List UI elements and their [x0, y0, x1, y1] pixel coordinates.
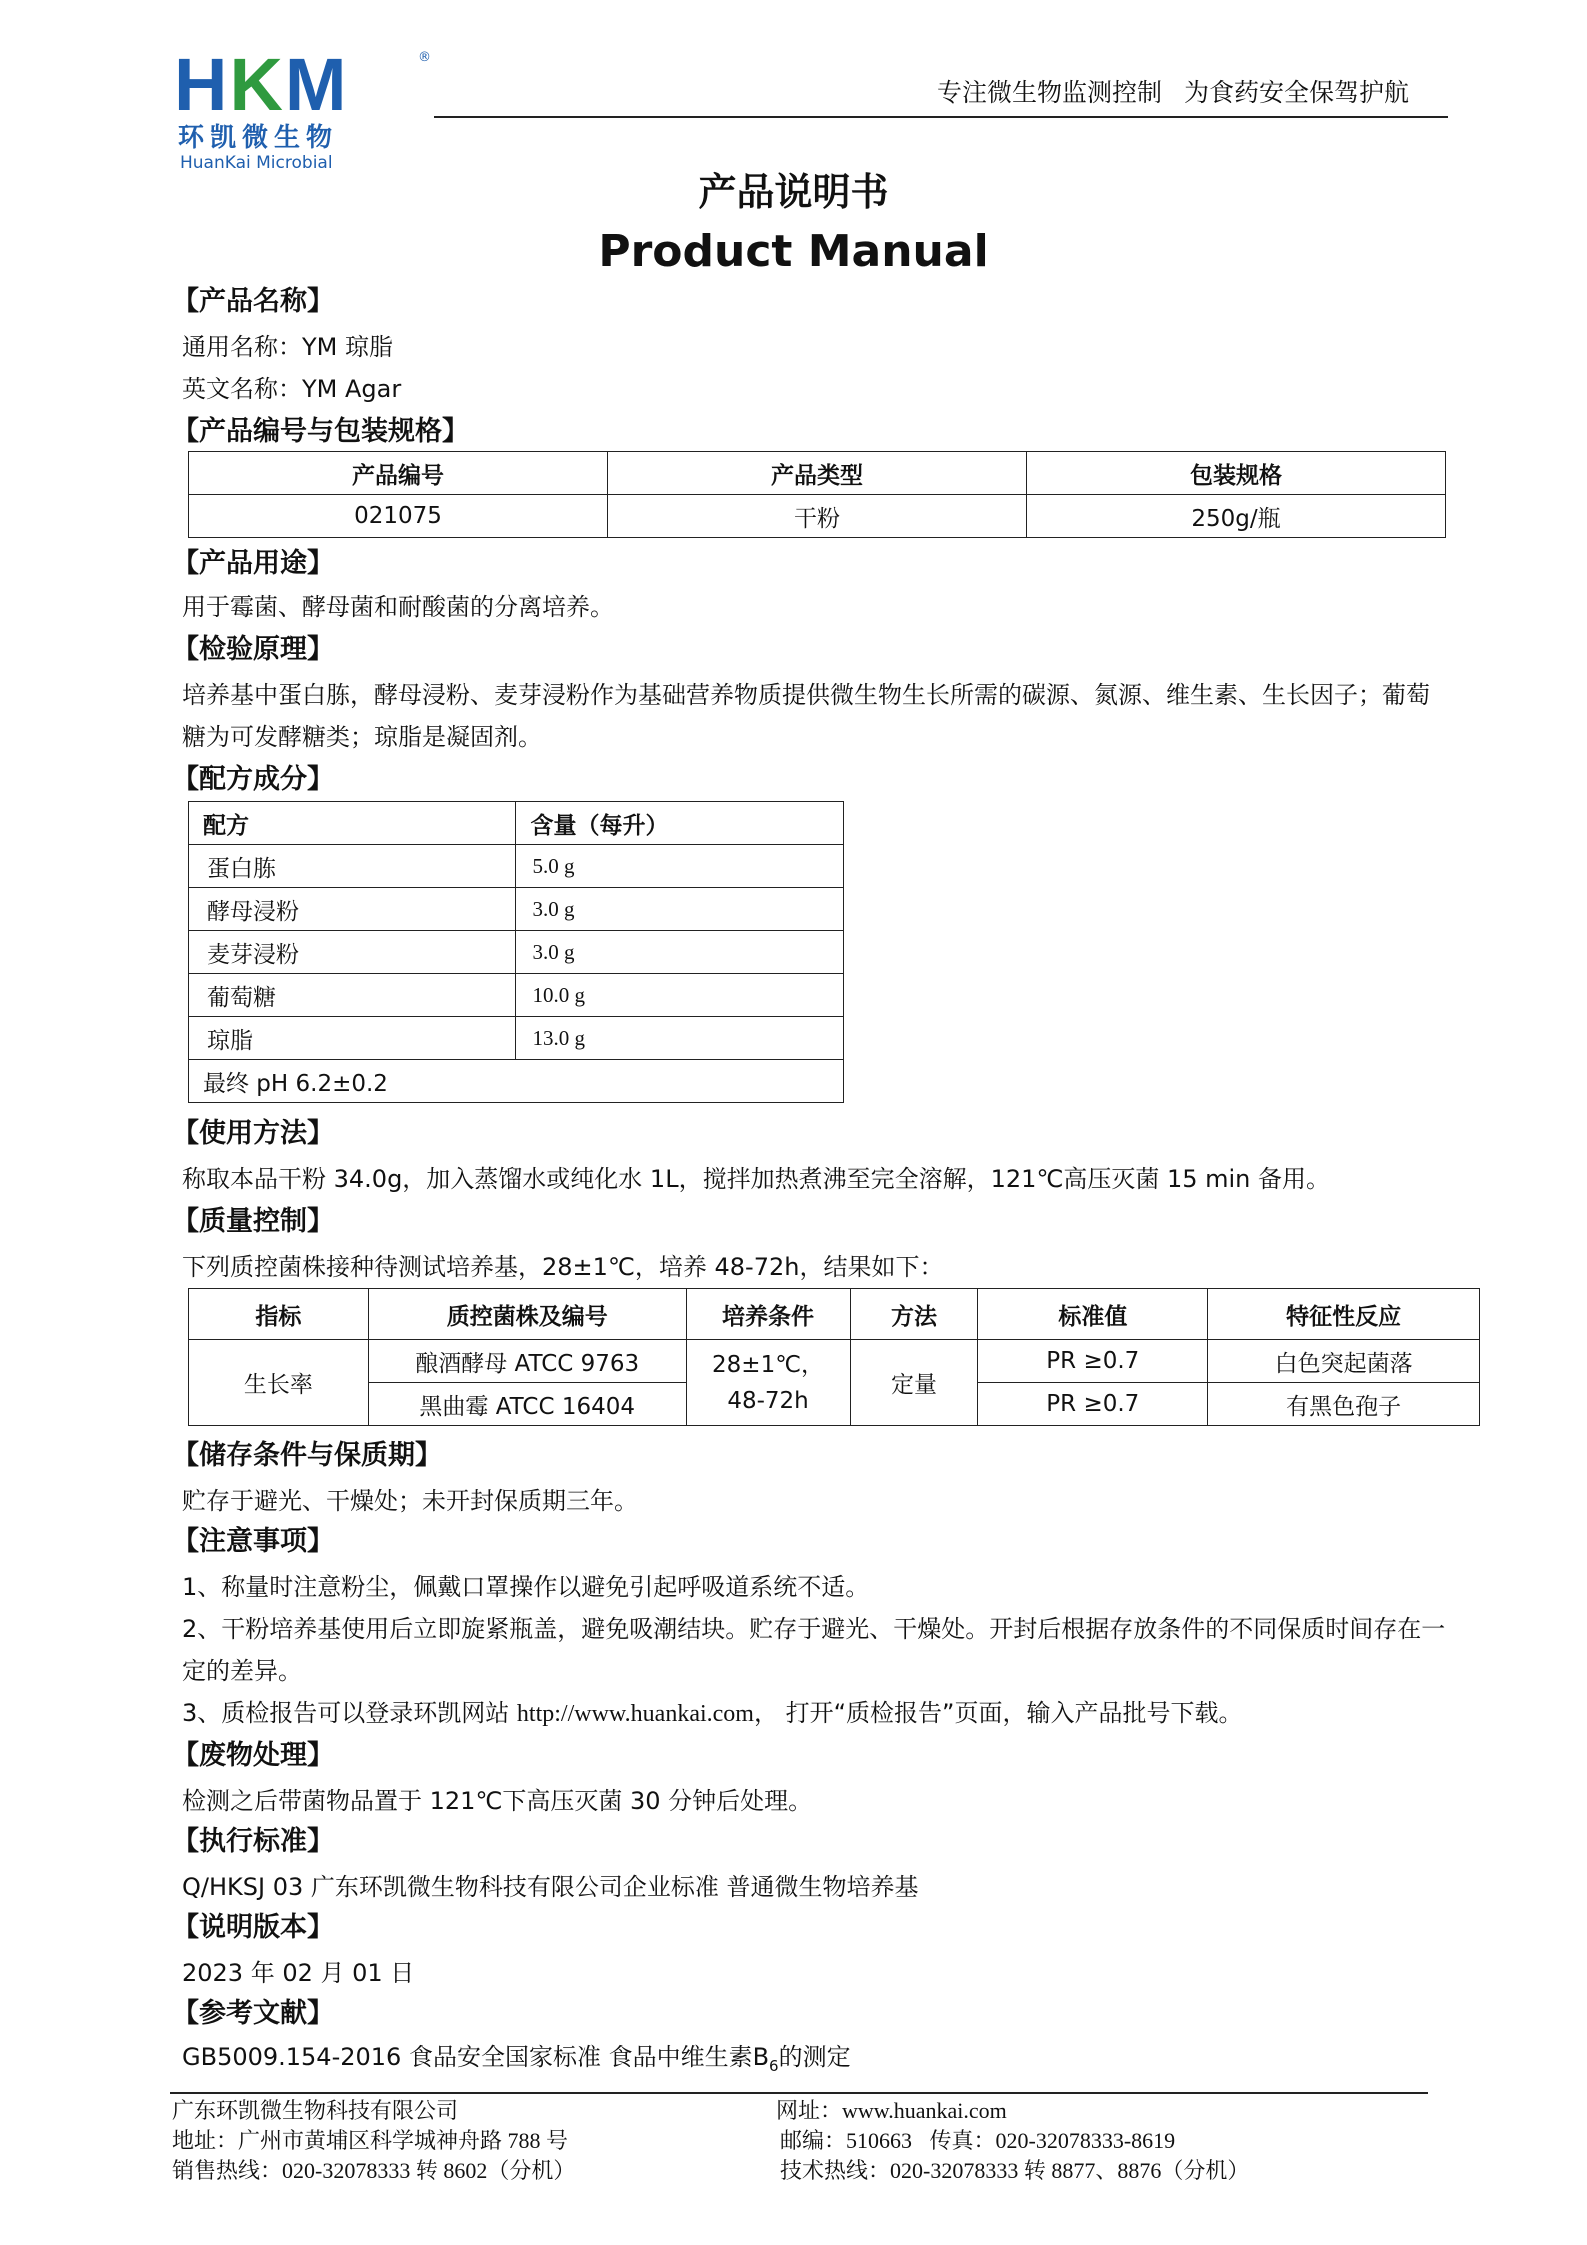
- formula-ingredient: 蛋白胨: [189, 845, 516, 888]
- logo-letters: HKM: [174, 43, 349, 126]
- formula-ingredient: 酵母浸粉: [189, 888, 516, 931]
- formula-row: [189, 974, 844, 1017]
- formula-header-cell: 配方: [189, 802, 516, 845]
- logo-english-name: HuanKai Microbial: [180, 153, 333, 173]
- common-name-label: 通用名称：: [182, 333, 302, 361]
- method-text: 称取本品干粉 34.0g，加入蒸馏水或纯化水 1L，搅拌加热煮沸至完全溶解，121℃高压灭菌 15 min 备用。: [182, 1165, 1331, 1193]
- company-logo: [174, 43, 434, 173]
- version-text: 2023 年 02 月 01 日: [182, 1959, 415, 1987]
- qc-header-cell: 质控菌株及编号: [368, 1289, 686, 1340]
- qc-header-cell: 标准值: [978, 1289, 1208, 1340]
- spec-table: [188, 451, 1446, 538]
- qc-strain: 黑曲霉 ATCC 16404: [368, 1383, 686, 1426]
- formula-amount: 3.0 g: [516, 888, 844, 931]
- qc-standard: PR ≥0.7: [978, 1340, 1208, 1383]
- formula-amount: 10.0 g: [516, 974, 844, 1017]
- principle-line-2: 糖为可发酵糖类；琼脂是凝固剂。: [182, 723, 542, 751]
- principle-line-1: 培养基中蛋白胨，酵母浸粉、麦芽浸粉作为基础营养物质提供微生物生长所需的碳源、氮源、维生素、生长因子；葡萄: [182, 681, 1430, 709]
- qc-row: [189, 1340, 1480, 1383]
- reference-text-end: 的测定: [778, 2043, 851, 2071]
- logo-chinese-name: 环凯微生物: [178, 123, 339, 153]
- qc-standard: PR ≥0.7: [978, 1383, 1208, 1426]
- spec-cell: 021075: [189, 495, 608, 538]
- formula-amount: 5.0 g: [516, 845, 844, 888]
- heading-principle: 【检验原理】: [172, 634, 334, 665]
- common-name: [182, 330, 393, 364]
- heading-storage: 【储存条件与保质期】: [172, 1440, 442, 1471]
- heading-product-use: 【产品用途】: [172, 548, 334, 579]
- spec-cell: 干粉: [608, 495, 1027, 538]
- heading-notes: 【注意事项】: [172, 1526, 334, 1557]
- english-name-value: YM Agar: [302, 375, 402, 403]
- heading-standard: 【执行标准】: [172, 1826, 334, 1857]
- footer-divider: [170, 2092, 1428, 2094]
- website-link[interactable]: http://www.huankai.com: [516, 1701, 754, 1727]
- reference-text: [182, 2040, 1452, 2083]
- footer-sales-hotline: 销售热线：020-32078333 转 8602（分机）: [172, 2158, 576, 2183]
- note-item-2-line-2: 定的差异。: [182, 1657, 302, 1685]
- heading-waste: 【废物处理】: [172, 1740, 334, 1771]
- formula-ingredient: 葡萄糖: [189, 974, 516, 1017]
- note-item-1: 1、称量时注意粉尘，佩戴口罩操作以避免引起呼吸道系统不适。: [182, 1573, 870, 1601]
- qc-method: 定量: [850, 1340, 978, 1426]
- english-name-label: 英文名称：: [182, 375, 302, 403]
- header-divider: [434, 116, 1448, 118]
- qc-condition-line-2: 48-72h: [727, 1387, 809, 1414]
- formula-header-cell: 含量（每升）: [516, 802, 844, 845]
- spec-header-cell: 包装规格: [1027, 452, 1446, 495]
- formula-row: [189, 1017, 844, 1060]
- formula-amount: 13.0 g: [516, 1017, 844, 1060]
- spec-header-cell: 产品编号: [189, 452, 608, 495]
- heading-reference: 【参考文献】: [172, 1998, 334, 2029]
- formula-row: [189, 888, 844, 931]
- note-item-3-suffix: ， 打开“质检报告”页面，输入产品批号下载。: [753, 1699, 1243, 1727]
- qc-header-row: [189, 1289, 1480, 1340]
- formula-amount: 3.0 g: [516, 931, 844, 974]
- standard-text: Q/HKSJ 03 广东环凯微生物科技有限公司企业标准 普通微生物培养基: [182, 1873, 919, 1901]
- heading-version: 【说明版本】: [172, 1912, 334, 1943]
- spec-row: [189, 495, 1446, 538]
- heading-product-name: 【产品名称】: [172, 286, 334, 317]
- qc-reaction: 有黑色孢子: [1208, 1383, 1480, 1426]
- footer-address: 地址：广州市黄埔区科学城神舟路 788 号: [172, 2128, 569, 2153]
- spec-cell: 250g/瓶: [1027, 495, 1446, 538]
- heading-formula: 【配方成分】: [172, 764, 334, 795]
- spec-header-cell: 产品类型: [608, 452, 1027, 495]
- qc-intro: 下列质控菌株接种待测试培养基，28±1℃，培养 48-72h，结果如下：: [182, 1253, 944, 1281]
- qc-header-cell: 培养条件: [686, 1289, 850, 1340]
- qc-table: [188, 1288, 1480, 1426]
- heading-quality-control: 【质量控制】: [172, 1206, 334, 1237]
- title-chinese: 产品说明书: [698, 170, 889, 214]
- footer-website[interactable]: 网址：www.huankai.com: [776, 2098, 1007, 2123]
- note-item-2-line-1: 2、干粉培养基使用后立即旋紧瓶盖，避免吸潮结块。贮存于避光、干燥处。开封后根据存放条件的不同保质时间存在一: [182, 1615, 1446, 1643]
- footer-tech-hotline: 技术热线：020-32078333 转 8877、8876（分机）: [780, 2158, 1250, 2183]
- heading-product-spec: 【产品编号与包装规格】: [172, 416, 469, 447]
- formula-final-ph: 最终 pH 6.2±0.2: [189, 1060, 844, 1103]
- heading-method: 【使用方法】: [172, 1118, 334, 1149]
- qc-header-cell: 方法: [850, 1289, 978, 1340]
- registered-mark: ®: [418, 50, 431, 65]
- common-name-value: YM 琼脂: [302, 333, 393, 361]
- qc-condition-line-1: 28±1℃，: [712, 1351, 825, 1378]
- qc-strain: 酿酒酵母 ATCC 9763: [368, 1340, 686, 1383]
- formula-ingredient: 麦芽浸粉: [189, 931, 516, 974]
- waste-text: 检测之后带菌物品置于 121℃下高压灭菌 30 分钟后处理。: [182, 1787, 813, 1815]
- reference-subscript: 6: [769, 2056, 779, 2075]
- formula-ph-row: [189, 1060, 844, 1103]
- storage-text: 贮存于避光、干燥处；未开封保质期三年。: [182, 1487, 638, 1515]
- footer-company: 广东环凯微生物科技有限公司: [172, 2098, 459, 2123]
- footer-postcode-fax: 邮编：510663 传真：020-32078333-8619: [780, 2128, 1176, 2153]
- spec-header-row: [189, 452, 1446, 495]
- qc-header-cell: 指标: [189, 1289, 369, 1340]
- formula-row: [189, 845, 844, 888]
- formula-header-row: [189, 802, 844, 845]
- note-item-3-prefix: 3、质检报告可以登录环凯网站: [182, 1699, 517, 1727]
- reference-text-main: GB5009.154-2016 食品安全国家标准 食品中维生素B: [182, 2043, 770, 2071]
- formula-table: [188, 801, 844, 1103]
- qc-header-cell: 特征性反应: [1208, 1289, 1480, 1340]
- qc-condition: [686, 1340, 850, 1426]
- qc-indicator: 生长率: [189, 1340, 369, 1426]
- qc-reaction: 白色突起菌落: [1208, 1340, 1480, 1383]
- formula-row: [189, 931, 844, 974]
- formula-ingredient: 琼脂: [189, 1017, 516, 1060]
- note-item-3: [182, 1696, 1452, 1731]
- english-name: [182, 372, 401, 406]
- use-text: 用于霉菌、酵母菌和耐酸菌的分离培养。: [182, 593, 614, 621]
- slogan: 专注微生物监测控制 为食药安全保驾护航: [937, 78, 1409, 107]
- title-english: Product Manual: [598, 226, 989, 277]
